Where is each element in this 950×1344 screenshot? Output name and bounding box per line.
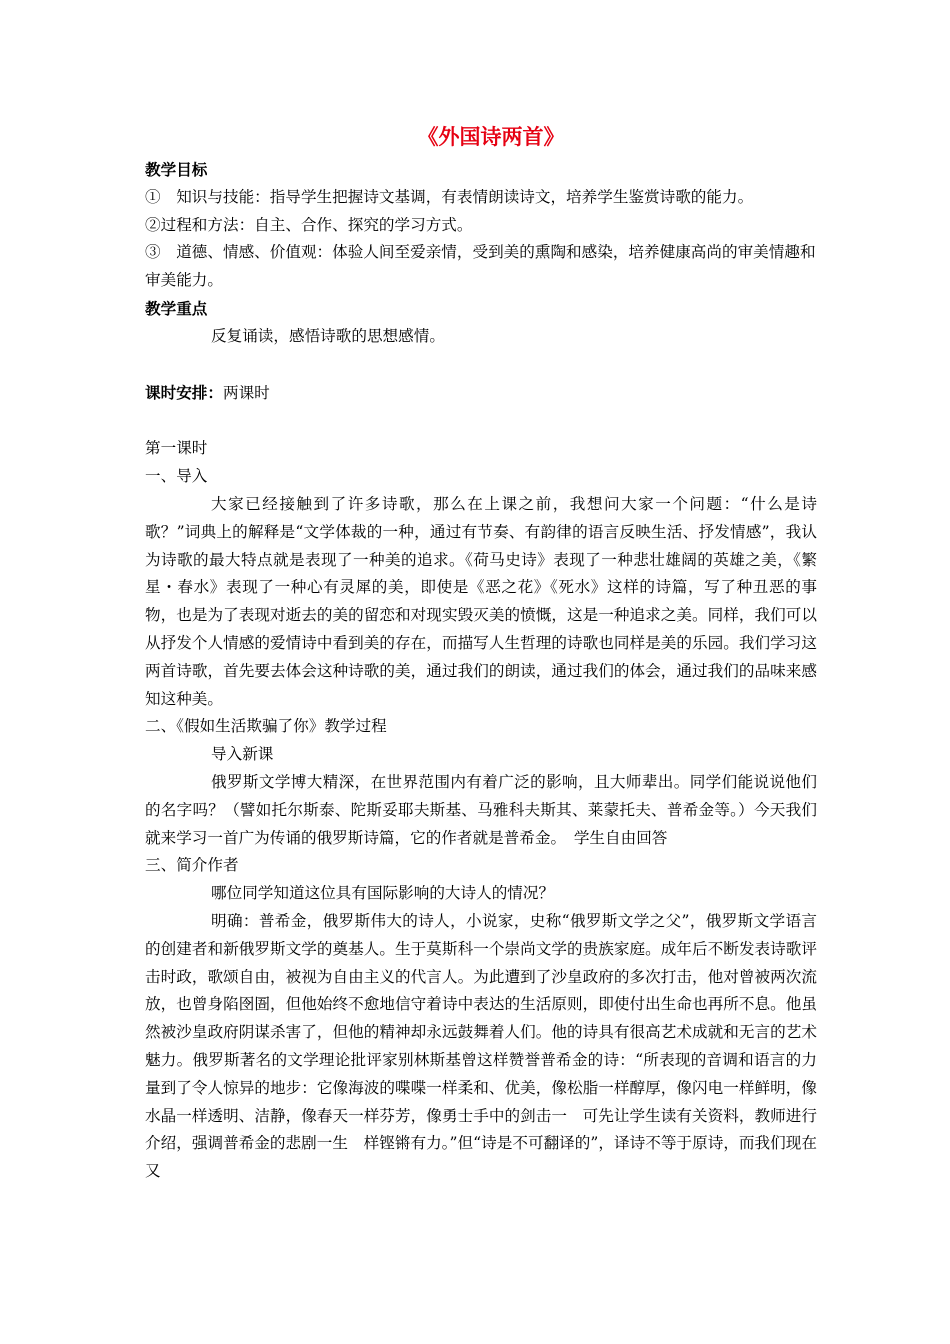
section2-subheading: 导入新课: [211, 745, 274, 764]
section2-paragraph: 俄罗斯文学博大精深，在世界范围内有着广泛的影响，且大师辈出。同学们能说说他们的名字吗？（譬如托尔斯泰、陀斯妥耶夫斯基、马雅科夫斯其、莱蒙托夫、普希金等。）今天我们就来学习一首广为传诵的俄罗斯诗篇，它的作者就是普希金。 学生自由回答: [145, 772, 817, 847]
spacer: [145, 407, 817, 435]
lesson-one-heading: 第一课时: [145, 439, 208, 458]
goal-item-1: ① 知识与技能：指导学生把握诗文基调，有表情朗读诗文，培养学生鉴赏诗歌的能力。: [145, 187, 754, 206]
document-title: 《外国诗两首》: [417, 124, 565, 149]
section1-paragraph: 大家已经接触到了许多诗歌，那么在上课之前，我想问大家一个问题：“什么是诗歌？”词典上的解释是“文学体裁的一种，通过有节奏、有韵律的语言反映生活、抒发情感”，我认为诗歌的最大特点就是表现了一种美的追求。《荷马史诗》表现了一种悲壮雄阔的英雄之美，《繁星・春水》表现了一种心有灵犀的美，即使是《恶之花》《死水》这样的诗篇，写了种丑恶的事物，也是为了表现对逝去的美的留恋和对现实毁灭美的愤慨，这是一种追求之美。同样，我们可以从抒发个人情感的爱情诗中看到美的存在，而描写人生哲理的诗歌也同样是美的乐园。我们学习这两首诗歌，首先要去体会这种诗歌的美，通过我们的朗读，通过我们的体会，通过我们的品味来感知这种美。: [145, 494, 817, 708]
goal-item-2: ②过程和方法：自主、合作、探究的学习方式。: [145, 215, 473, 234]
focus-text: 反复诵读，感悟诗歌的思想感情。: [211, 326, 445, 345]
section1-heading: 一、导入: [145, 467, 208, 486]
section3-paragraph: 明确：普希金，俄罗斯伟大的诗人，小说家，史称“俄罗斯文学之父”，俄罗斯文学语言的创建者和新俄罗斯文学的奠基人。生于莫斯科一个崇尚文学的贵族家庭。成年后不断发表诗歌评击时政，歌颂自由，被视为自由主义的代言人。为此遭到了沙皇政府的多次打击，他对曾被两次流放，也曾身陷囹圄，但他始终不愈地信守着诗中表达的生活原则，即使付出生命也再所不息。他虽然被沙皇政府阴谋杀害了，但他的精神却永远鼓舞着人们。他的诗具有很高艺术成就和无言的艺术魅力。俄罗斯著名的文学理论批评家别林斯基曾这样赞誉普希金的诗：“所表现的音调和语言的力量到了令人惊异的地步：它像海波的喋喋一样柔和、优美，像松脂一样醇厚，像闪电一样鲜明，像水晶一样透明、洁静，像春天一样芬芳，像勇士手中的剑击一 可先让学生读有关资料，教师进行介绍，强调普希金的悲剧一生 样铿锵有力。”但“诗是不可翻译的”，译诗不等于原诗，而我们现在又: [145, 911, 817, 1181]
document-page: [145, 118, 817, 1186]
spacer: [145, 351, 817, 379]
schedule-line: [145, 379, 817, 408]
section2-heading: 二、《假如生活欺骗了你》教学过程: [145, 717, 387, 736]
goals-heading: 教学目标: [145, 160, 208, 179]
goal-item-3: ③ 道德、情感、价值观：体验人间至爱亲情，受到美的熏陶和感染，培养健康高尚的审美情趣和审美能力。: [145, 243, 816, 290]
section3-heading: 三、简介作者: [145, 856, 239, 875]
section3-question: 哪位同学知道这位具有国际影响的大诗人的情况？: [211, 884, 555, 903]
schedule-value: 两课时: [222, 383, 270, 402]
focus-heading: 教学重点: [145, 298, 208, 318]
schedule-label: 课时安排：: [145, 382, 223, 402]
